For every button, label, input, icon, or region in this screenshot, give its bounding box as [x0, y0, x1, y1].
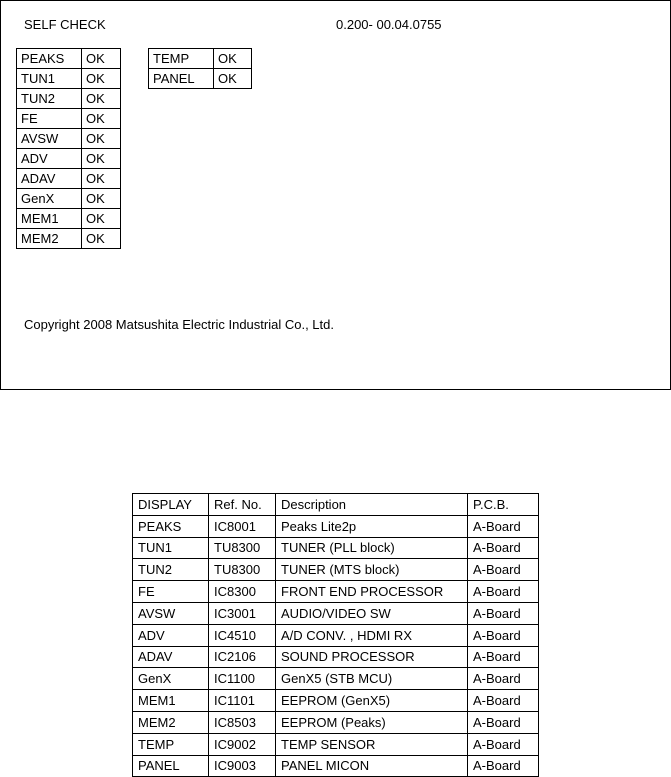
cell-ref-no: IC9002 [209, 733, 276, 755]
status-row [17, 109, 121, 129]
status-row [17, 89, 121, 109]
cell-pcb: A-Board [468, 537, 539, 559]
status-row [149, 69, 252, 89]
status-item-name: TUN1 [17, 69, 82, 89]
cell-display: PANEL [133, 755, 209, 777]
cell-pcb: A-Board [468, 733, 539, 755]
status-item-name: GenX [17, 189, 82, 209]
cell-description: GenX5 (STB MCU) [276, 668, 468, 690]
cell-description: A/D CONV. , HDMI RX [276, 624, 468, 646]
table-row [133, 733, 539, 755]
cell-pcb: A-Board [468, 624, 539, 646]
status-row [17, 169, 121, 189]
status-item-result: OK [214, 69, 252, 89]
cell-pcb: A-Board [468, 668, 539, 690]
cell-display: TUN2 [133, 559, 209, 581]
cell-display: TUN1 [133, 537, 209, 559]
status-table-right [148, 48, 252, 89]
cell-description: TEMP SENSOR [276, 733, 468, 755]
table-row [133, 755, 539, 777]
cell-description: SOUND PROCESSOR [276, 646, 468, 668]
cell-ref-no: IC4510 [209, 624, 276, 646]
status-row [17, 209, 121, 229]
table-row [133, 711, 539, 733]
status-item-name: PANEL [149, 69, 214, 89]
cell-display: AVSW [133, 602, 209, 624]
version-number: 0.200- 00.04.0755 [336, 17, 442, 32]
cell-description: Peaks Lite2p [276, 515, 468, 537]
cell-pcb: A-Board [468, 515, 539, 537]
cell-description: TUNER (PLL block) [276, 537, 468, 559]
status-item-result: OK [214, 49, 252, 69]
cell-description: EEPROM (Peaks) [276, 711, 468, 733]
header-description: Description [276, 494, 468, 516]
cell-ref-no: TU8300 [209, 537, 276, 559]
cell-display: FE [133, 581, 209, 603]
table-row [133, 559, 539, 581]
cell-pcb: A-Board [468, 559, 539, 581]
status-item-result: OK [82, 89, 121, 109]
table-row [133, 602, 539, 624]
status-item-name: MEM2 [17, 229, 82, 249]
status-item-result: OK [82, 49, 121, 69]
table-row [133, 668, 539, 690]
cell-pcb: A-Board [468, 690, 539, 712]
status-row [17, 69, 121, 89]
cell-ref-no: IC1100 [209, 668, 276, 690]
status-item-result: OK [82, 209, 121, 229]
cell-ref-no: IC1101 [209, 690, 276, 712]
status-table-left [16, 48, 121, 249]
status-item-result: OK [82, 129, 121, 149]
table-row [133, 537, 539, 559]
cell-description: AUDIO/VIDEO SW [276, 602, 468, 624]
cell-ref-no: IC2106 [209, 646, 276, 668]
header-display: DISPLAY [133, 494, 209, 516]
status-item-name: PEAKS [17, 49, 82, 69]
status-item-name: MEM1 [17, 209, 82, 229]
cell-ref-no: TU8300 [209, 559, 276, 581]
header-ref-no: Ref. No. [209, 494, 276, 516]
cell-display: ADV [133, 624, 209, 646]
status-item-result: OK [82, 69, 121, 89]
status-row [17, 189, 121, 209]
cell-description: EEPROM (GenX5) [276, 690, 468, 712]
status-row [149, 49, 252, 69]
cell-ref-no: IC8503 [209, 711, 276, 733]
status-item-result: OK [82, 169, 121, 189]
status-item-result: OK [82, 229, 121, 249]
cell-display: GenX [133, 668, 209, 690]
cell-description: PANEL MICON [276, 755, 468, 777]
cell-display: TEMP [133, 733, 209, 755]
table-row [133, 690, 539, 712]
cell-display: MEM2 [133, 711, 209, 733]
status-row [17, 149, 121, 169]
table-row [133, 581, 539, 603]
cell-description: TUNER (MTS block) [276, 559, 468, 581]
status-row [17, 229, 121, 249]
cell-pcb: A-Board [468, 581, 539, 603]
screen-title: SELF CHECK [24, 17, 106, 32]
cell-ref-no: IC9003 [209, 755, 276, 777]
cell-display: PEAKS [133, 515, 209, 537]
status-item-name: FE [17, 109, 82, 129]
status-item-name: AVSW [17, 129, 82, 149]
header-pcb: P.C.B. [468, 494, 539, 516]
status-item-name: TEMP [149, 49, 214, 69]
table-row [133, 646, 539, 668]
cell-ref-no: IC8300 [209, 581, 276, 603]
cell-display: MEM1 [133, 690, 209, 712]
cell-display: ADAV [133, 646, 209, 668]
cell-description: FRONT END PROCESSOR [276, 581, 468, 603]
table-row [133, 515, 539, 537]
reference-table-header [133, 494, 539, 516]
status-item-result: OK [82, 189, 121, 209]
status-row [17, 49, 121, 69]
cell-pcb: A-Board [468, 711, 539, 733]
status-item-result: OK [82, 109, 121, 129]
cell-ref-no: IC3001 [209, 602, 276, 624]
cell-pcb: A-Board [468, 602, 539, 624]
table-row [133, 624, 539, 646]
copyright-notice: Copyright 2008 Matsushita Electric Industrial Co., Ltd. [24, 317, 334, 332]
cell-pcb: A-Board [468, 755, 539, 777]
status-item-name: TUN2 [17, 89, 82, 109]
cell-pcb: A-Board [468, 646, 539, 668]
status-row [17, 129, 121, 149]
status-item-name: ADAV [17, 169, 82, 189]
status-item-name: ADV [17, 149, 82, 169]
reference-table [132, 493, 539, 777]
cell-ref-no: IC8001 [209, 515, 276, 537]
status-item-result: OK [82, 149, 121, 169]
